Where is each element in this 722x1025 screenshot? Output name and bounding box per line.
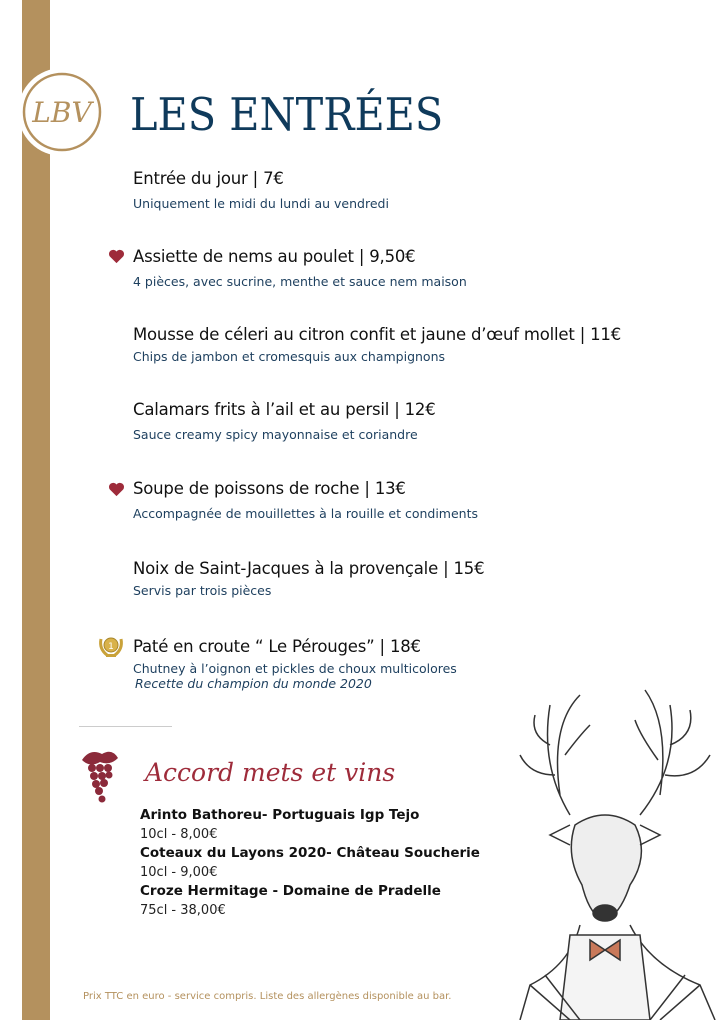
pairing-title: Accord mets et vins [145, 758, 396, 787]
lbv-logo [18, 68, 106, 156]
heart-icon [108, 249, 125, 269]
deer-illustration [510, 685, 722, 1025]
wine-name: Coteaux du Layons 2020- Château Soucherie [140, 845, 480, 861]
item-name: Soupe de poissons de roche | 13€ [133, 479, 406, 498]
wine-price: 10cl - 8,00€ [140, 827, 218, 842]
svg-text:LBV: LBV [32, 96, 92, 129]
menu-item [133, 637, 457, 691]
wine-name: Arinto Bathoreu- Portuguais Igp Tejo [140, 807, 420, 823]
section-divider [79, 726, 172, 727]
item-name: Paté en croute “ Le Pérouges” | 18€ [133, 637, 421, 656]
page-title: LES ENTRÉES [130, 88, 444, 141]
item-desc: Chips de jambon et cromesquis aux champignons [133, 349, 446, 364]
item-note: Recette du champion du monde 2020 [135, 676, 372, 691]
wine-list [140, 806, 480, 920]
menu-item [133, 325, 621, 364]
wine-price: 10cl - 9,00€ [140, 865, 218, 880]
heart-icon [108, 482, 125, 502]
item-name: Assiette de nems au poulet | 9,50€ [133, 247, 416, 266]
item-name: Mousse de céleri au citron confit et jaune d’œuf mollet | 11€ [133, 325, 621, 344]
item-name: Calamars frits à l’ail et au persil | 12€ [133, 400, 436, 419]
footer-note: Prix TTC en euro - service compris. Liste des allergènes disponible au bar. [83, 991, 452, 1002]
menu-item [133, 400, 436, 442]
menu-item [133, 479, 478, 521]
menu-item [133, 169, 389, 211]
menu-item [133, 559, 484, 598]
item-name: Noix de Saint-Jacques à la provençale | 15€ [133, 559, 485, 578]
wine-name: Croze Hermitage - Domaine de Pradelle [140, 883, 441, 899]
menu-item [133, 247, 467, 289]
svg-text:1: 1 [108, 642, 114, 652]
wine-price: 75cl - 38,00€ [140, 903, 226, 918]
item-desc: Sauce creamy spicy mayonnaise et coriandre [133, 427, 418, 442]
item-desc: Accompagnée de mouillettes à la rouille et condiments [133, 506, 479, 521]
grape-icon [80, 748, 120, 813]
item-desc: 4 pièces, avec sucrine, menthe et sauce nem maison [133, 274, 467, 289]
item-name: Entrée du jour | 7€ [133, 169, 284, 188]
item-desc: Servis par trois pièces [133, 583, 272, 598]
medal-icon [97, 633, 125, 664]
item-desc: Chutney à l’oignon et pickles de choux multicolores [133, 661, 457, 676]
item-desc: Uniquement le midi du lundi au vendredi [133, 196, 389, 211]
